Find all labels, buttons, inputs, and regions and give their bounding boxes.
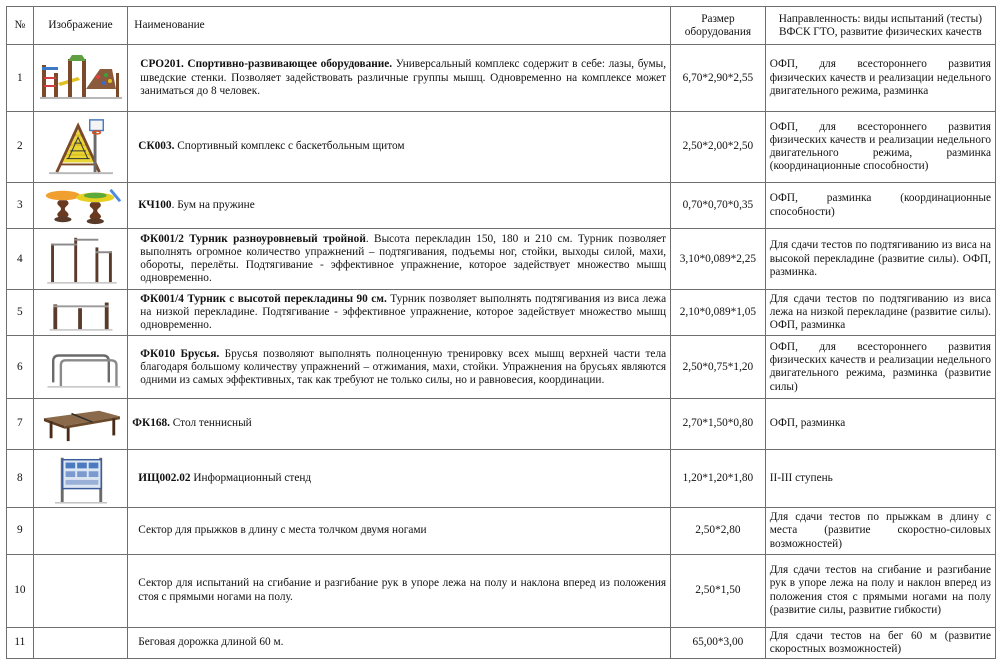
- playground-complex-icon: [38, 53, 124, 103]
- row-image: [33, 449, 128, 508]
- table-row: [7, 554, 996, 627]
- row-size: 2,70*1,50*0,80: [671, 399, 766, 450]
- row-direction: Для сдачи тестов на бег 60 м (развитие скоростных возможностей): [765, 627, 995, 658]
- row-number: 2: [7, 112, 34, 183]
- info-stand-icon: [38, 452, 124, 504]
- row-name: [128, 112, 671, 183]
- row-image: [33, 627, 128, 658]
- row-number: 7: [7, 399, 34, 450]
- table-row: [7, 508, 996, 554]
- low-pullup-bar-icon: [38, 293, 124, 333]
- row-name: [128, 182, 671, 228]
- row-number: 6: [7, 336, 34, 399]
- row-size: 3,10*0,089*2,25: [671, 229, 766, 290]
- row-direction: Для сдачи тестов по прыжкам в длину с места (развитие скоростно-силовых возможностей): [765, 508, 995, 554]
- parallel-bars-icon: [38, 344, 124, 390]
- equipment-description: Брусья позволяют выполнять полноценную тренировку всех мышц верхней части тела благодаря большому количеству упражнений – отжимания, махи, стойки. Упражнения на брусьях являются одними из самых эффективных, так как требуют не только силы, но и равновесия, координации.: [140, 347, 667, 386]
- row-size: 2,50*1,50: [671, 554, 766, 627]
- row-direction: Для сдачи тестов по подтягиванию из виса на высокой перекладине (развитие силы). ОФП, разминка.: [765, 229, 995, 290]
- row-number: 9: [7, 508, 34, 554]
- table-row: [7, 449, 996, 508]
- table-row: [7, 627, 996, 658]
- row-name: [128, 554, 671, 627]
- row-direction: Для сдачи тестов на сгибание и разгибание рук в упоре лежа на полу и наклон вперед из положения стоя с прямыми ногами на полу (развитие силы, развитие гибкости): [765, 554, 995, 627]
- row-name: [128, 45, 671, 112]
- equipment-description: Сектор для испытаний на сгибание и разгибание рук в упоре лежа на полу и наклона вперед из положения стоя с прямыми ногами на полу.: [138, 577, 667, 603]
- tennis-table-icon: [38, 405, 124, 443]
- equipment-description: . Бум на пружине: [171, 199, 255, 211]
- row-size: 1,20*1,20*1,80: [671, 449, 766, 508]
- row-size: 2,10*0,089*1,05: [671, 289, 766, 335]
- equipment-description: Турник позволяет выполнять подтягивания из виса лежа на низкой перекладине. Подтягивание - эффективное упражнение, которое задействует множество мышц одновременно.: [140, 292, 667, 332]
- row-direction: Для сдачи тестов по подтягиванию из виса лежа на низкой перекладине (развитие силы). ОФП, разминка: [765, 289, 995, 335]
- row-image: [33, 336, 128, 399]
- row-number: 1: [7, 45, 34, 112]
- row-image: [33, 554, 128, 627]
- row-size: 2,50*0,75*1,20: [671, 336, 766, 399]
- table-row: [7, 229, 996, 290]
- row-image: [33, 112, 128, 183]
- header-name: Наименование: [128, 7, 671, 45]
- row-image: [33, 45, 128, 112]
- row-number: 4: [7, 229, 34, 290]
- table-row: [7, 289, 996, 335]
- row-size: 65,00*3,00: [671, 627, 766, 658]
- equipment-description: Беговая дорожка длиной 60 м.: [138, 636, 284, 649]
- equipment-code: ФК010 Брусья.: [140, 347, 220, 360]
- equipment-code: ФК001/4 Турник с высотой перекладины 90 см.: [140, 292, 387, 305]
- row-direction: ОФП, для всестороннего развития физических качеств и реализации недельного двигательного режима, разминка: [765, 45, 995, 112]
- equipment-description: Спортивный комплекс с баскетбольным щитом: [174, 140, 405, 153]
- equipment-table: [6, 6, 996, 659]
- row-direction: ОФП, для всестороннего развития физических качеств и реализации недельного двигательного режима, разминка (развитие силы): [765, 336, 995, 399]
- header-direction: Направленность: виды испытаний (тесты) ВФСК ГТО, развитие физических качеств: [765, 7, 995, 45]
- row-number: 10: [7, 554, 34, 627]
- equipment-description: . Высота перекладин 150, 180 и 210 см. Турник позволяет выполнять огромное количество упражнений – подтягивания, подъемы ног, стойки, выходы силой, махи, обороты, перелёты. Подтягивание - эффективное упражнение, которое задействует множество мышц одновременно.: [140, 232, 667, 285]
- row-name: [128, 627, 671, 658]
- row-name: [128, 289, 671, 335]
- table-header-row: [7, 7, 996, 45]
- row-direction: ОФП, для всестороннего развития физических качеств и реализации недельного двигательного режима, разминка (координационные способности): [765, 112, 995, 183]
- row-direction: ОФП, разминка: [765, 399, 995, 450]
- row-size: 6,70*2,90*2,55: [671, 45, 766, 112]
- row-size: 2,50*2,80: [671, 508, 766, 554]
- row-image: [33, 229, 128, 290]
- table-row: [7, 336, 996, 399]
- header-size: Размер оборудования: [671, 7, 766, 45]
- row-name: [128, 508, 671, 554]
- header-image: Изображение: [33, 7, 128, 45]
- equipment-code: СК003.: [138, 140, 175, 153]
- spring-beam-icon: [38, 186, 124, 226]
- table-row: [7, 112, 996, 183]
- row-size: 0,70*0,70*0,35: [671, 182, 766, 228]
- row-size: 2,50*2,00*2,50: [671, 112, 766, 183]
- table-row: [7, 399, 996, 450]
- table-row: [7, 182, 996, 228]
- equipment-code: ФК001/2 Турник разноуровневый тройной: [140, 232, 366, 245]
- row-name: [128, 229, 671, 290]
- row-name: [128, 399, 671, 450]
- row-name: [128, 336, 671, 399]
- equipment-code: ФК168.: [132, 417, 170, 430]
- row-image: [33, 508, 128, 554]
- row-number: 5: [7, 289, 34, 335]
- basketball-complex-icon: [38, 116, 124, 178]
- equipment-description: Сектор для прыжков в длину с места толчком двумя ногами: [138, 524, 427, 537]
- row-number: 8: [7, 449, 34, 508]
- equipment-code: ИЩ002.02: [138, 471, 191, 484]
- row-image: [33, 289, 128, 335]
- row-number: 3: [7, 182, 34, 228]
- triple-pullup-bar-icon: [38, 232, 124, 286]
- row-image: [33, 182, 128, 228]
- row-direction: II-III ступень: [765, 449, 995, 508]
- equipment-code: КЧ100: [138, 199, 172, 211]
- row-direction: ОФП, разминка (координационные способности): [765, 182, 995, 228]
- row-name: [128, 449, 671, 508]
- equipment-description: Стол теннисный: [169, 417, 252, 430]
- equipment-description: Информационный стенд: [190, 471, 312, 484]
- table-row: [7, 45, 996, 112]
- row-image: [33, 399, 128, 450]
- equipment-code: СРО201. Спортивно-развивающее оборудование.: [140, 58, 393, 71]
- header-num: №: [7, 7, 34, 45]
- equipment-description: Универсальный комплекс содержит в себе: лазы, бумы, шведские стенки. Позволяет задействовать различные группы мышц. Одновременно на комплексе может заниматься до 8 человек.: [140, 58, 667, 97]
- row-number: 11: [7, 627, 34, 658]
